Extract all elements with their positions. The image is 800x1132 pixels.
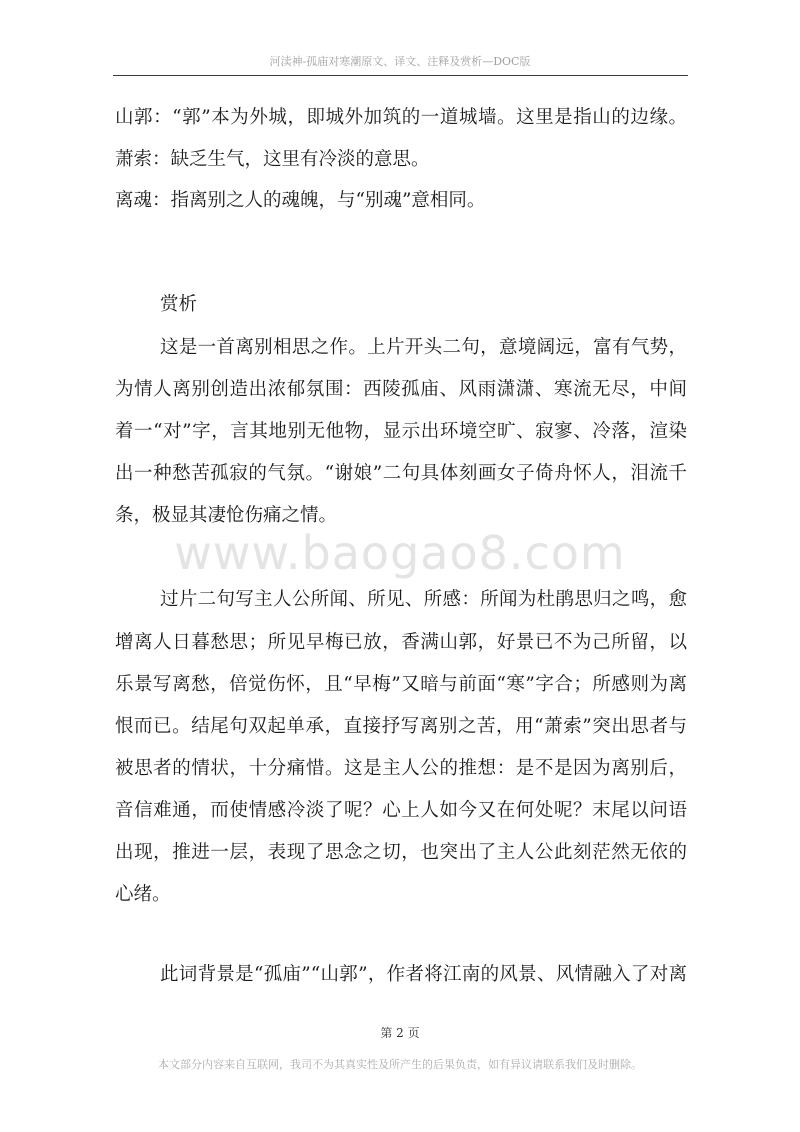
paragraph-line: 为情人离别创造出浓郁氛围：西陵孤庙、风雨潇潇、寒流无尽，中间 [115, 379, 687, 400]
paragraph-line: 出一种愁苦孤寂的气氛。“谢娘”二句具体刻画女子倚舟怀人，泪流千 [115, 463, 687, 484]
section-heading: 赏析 [160, 294, 198, 315]
paragraph-line: 此词背景是“孤庙”“山郭”，作者将江南的风景、风情融入了对离 [160, 964, 687, 985]
note-line: 离魂：指离别之人的魂魄，与“别魂”意相同。 [115, 190, 486, 211]
paragraph-line: 心绪。 [115, 884, 171, 905]
note-line: 萧索：缺乏生气，这里有冷淡的意思。 [115, 149, 430, 170]
paragraph-line: 恨而已。结尾句双起单承，直接抒写离别之苦，用“萧索”突出思者与 [115, 716, 687, 737]
footer-disclaimer: 本文部分内容来自互联网，我司不为其真实性及所产生的后果负责，如有异议请联系我们及时删除。 [158, 1058, 642, 1071]
paragraph-line: 乐景写离愁，倍觉伤怀，且“早梅”又暗与前面“寒”字合；所感则为离 [115, 674, 687, 695]
header-title: 河渎神-孤庙对寒潮原文、译文、注释及赏析—DOC版 [269, 55, 531, 68]
header-divider [113, 75, 688, 76]
paragraph-line: 条，极显其凄怆伤痛之情。 [115, 505, 338, 526]
paragraph-line: 增离人日暮愁思；所见早梅已放，香满山郭，好景已不为己所留，以 [115, 632, 687, 653]
paragraph-line: 过片二句写主人公所闻、所见、所感：所闻为杜鹃思归之鸣，愈 [160, 589, 687, 610]
page-number: 第 2 页 [380, 1026, 420, 1040]
paragraph-line: 音信难通，而使情感冷淡了呢？心上人如今又在何处呢？末尾以问语 [115, 800, 687, 821]
paragraph-line: 出现，推进一层，表现了思念之切，也突出了主人公此刻茫然无依的 [115, 842, 687, 863]
paragraph-line: 这是一首离别相思之作。上片开头二句，意境阔远，富有气势， [160, 337, 687, 358]
watermark-text: www.baogao8.com [174, 526, 626, 580]
note-line: 山郭：“郭”本为外城，即城外加筑的一道城墙。这里是指山的边缘。 [115, 107, 687, 128]
paragraph-line: 着一“对”字，言其地别无他物，显示出环境空旷、寂寥、冷落，渲染 [115, 421, 687, 442]
paragraph-line: 被思者的情状，十分痛惜。这是主人公的推想：是不是因为离别后， [115, 758, 687, 779]
